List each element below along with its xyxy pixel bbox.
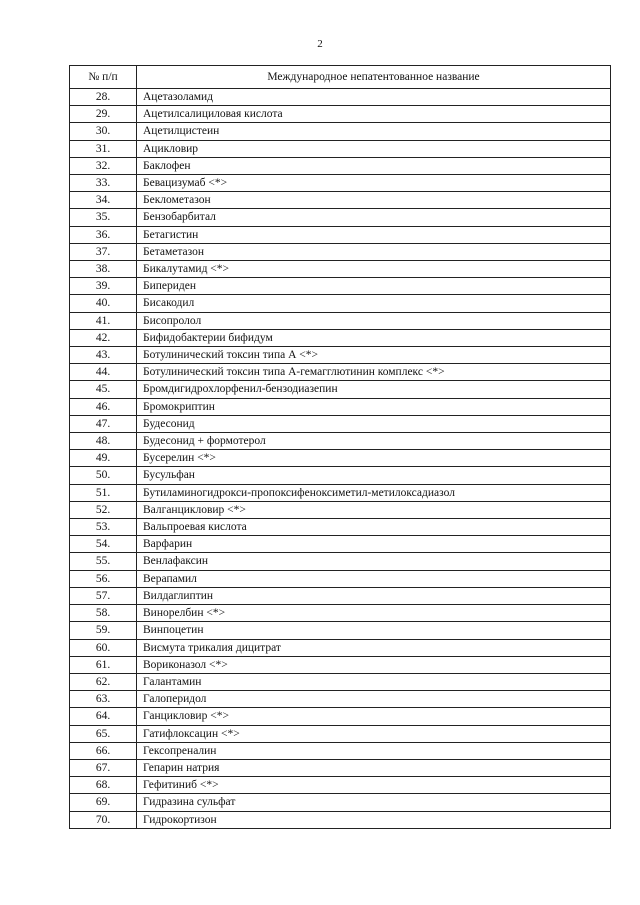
drug-name: Варфарин [137, 536, 611, 553]
table-row [70, 89, 611, 106]
row-number: 40. [70, 295, 137, 312]
drug-name: Будесонид + формотерол [137, 433, 611, 450]
table-header-row [70, 66, 611, 89]
table-row [70, 656, 611, 673]
table-row [70, 708, 611, 725]
table-row [70, 433, 611, 450]
row-number: 36. [70, 226, 137, 243]
row-number: 37. [70, 243, 137, 260]
drug-name: Винорелбин <*> [137, 605, 611, 622]
row-number: 56. [70, 570, 137, 587]
drug-name: Галоперидол [137, 691, 611, 708]
row-number: 32. [70, 157, 137, 174]
row-number: 44. [70, 364, 137, 381]
row-number: 33. [70, 175, 137, 192]
row-number: 68. [70, 777, 137, 794]
row-number: 28. [70, 89, 137, 106]
row-number: 61. [70, 656, 137, 673]
drug-name: Вилдаглиптин [137, 587, 611, 604]
table-row [70, 794, 611, 811]
row-number: 67. [70, 759, 137, 776]
drug-name: Бифидобактерии бифидум [137, 329, 611, 346]
row-number: 57. [70, 587, 137, 604]
row-number: 39. [70, 278, 137, 295]
drug-name: Будесонид [137, 415, 611, 432]
row-number: 41. [70, 312, 137, 329]
table-row [70, 261, 611, 278]
drug-name: Бетаметазон [137, 243, 611, 260]
drug-name: Бисопролол [137, 312, 611, 329]
drug-name: Галантамин [137, 673, 611, 690]
row-number: 46. [70, 398, 137, 415]
table-row [70, 811, 611, 828]
drug-name: Бевацизумаб <*> [137, 175, 611, 192]
row-number: 58. [70, 605, 137, 622]
page-number: 2 [317, 38, 323, 50]
row-number: 59. [70, 622, 137, 639]
table-row [70, 175, 611, 192]
table-row [70, 691, 611, 708]
table-row [70, 605, 611, 622]
table-row [70, 467, 611, 484]
drug-name: Бусульфан [137, 467, 611, 484]
drug-name: Бензобарбитал [137, 209, 611, 226]
row-number: 31. [70, 140, 137, 157]
table-row [70, 123, 611, 140]
row-number: 69. [70, 794, 137, 811]
drug-name: Гексопреналин [137, 742, 611, 759]
drug-name: Ацетазоламид [137, 89, 611, 106]
drug-name: Бетагистин [137, 226, 611, 243]
drug-name: Бусерелин <*> [137, 450, 611, 467]
drug-name: Вориконазол <*> [137, 656, 611, 673]
table-row [70, 519, 611, 536]
table-row [70, 295, 611, 312]
drug-name: Венлафаксин [137, 553, 611, 570]
row-number: 51. [70, 484, 137, 501]
drug-name: Гидразина сульфат [137, 794, 611, 811]
table-row [70, 106, 611, 123]
row-number: 45. [70, 381, 137, 398]
table-row [70, 157, 611, 174]
row-number: 48. [70, 433, 137, 450]
table-row [70, 536, 611, 553]
table-row [70, 484, 611, 501]
row-number: 66. [70, 742, 137, 759]
table-row [70, 209, 611, 226]
drug-name: Ацикловир [137, 140, 611, 157]
row-number: 30. [70, 123, 137, 140]
table-row [70, 381, 611, 398]
drug-name: Гепарин натрия [137, 759, 611, 776]
table-row [70, 553, 611, 570]
drug-name: Гефитиниб <*> [137, 777, 611, 794]
drug-name: Бромдигидрохлорфенил-бензодиазепин [137, 381, 611, 398]
table-row [70, 639, 611, 656]
drug-name: Вальпроевая кислота [137, 519, 611, 536]
drug-name: Беклометазон [137, 192, 611, 209]
table-row [70, 192, 611, 209]
row-number: 53. [70, 519, 137, 536]
table-body [70, 89, 611, 829]
table-row [70, 243, 611, 260]
drug-name: Гатифлоксацин <*> [137, 725, 611, 742]
row-number: 34. [70, 192, 137, 209]
table-row [70, 329, 611, 346]
drug-list-table [69, 65, 611, 829]
drug-name: Гидрокортизон [137, 811, 611, 828]
table-row [70, 415, 611, 432]
table-row [70, 347, 611, 364]
table-row [70, 759, 611, 776]
table-row [70, 278, 611, 295]
row-number: 64. [70, 708, 137, 725]
row-number: 29. [70, 106, 137, 123]
header-name: Международное непатентованное название [137, 66, 611, 89]
row-number: 55. [70, 553, 137, 570]
table-row [70, 312, 611, 329]
drug-name: Верапамил [137, 570, 611, 587]
drug-name: Бикалутамид <*> [137, 261, 611, 278]
row-number: 49. [70, 450, 137, 467]
row-number: 65. [70, 725, 137, 742]
table-row [70, 226, 611, 243]
table-row [70, 673, 611, 690]
row-number: 38. [70, 261, 137, 278]
drug-name: Ацетилцистеин [137, 123, 611, 140]
drug-name: Бутиламиногидрокси-пропоксифеноксиметил-метилоксадиазол [137, 484, 611, 501]
table-row [70, 398, 611, 415]
drug-name: Винпоцетин [137, 622, 611, 639]
row-number: 54. [70, 536, 137, 553]
table-row [70, 622, 611, 639]
table-row [70, 140, 611, 157]
drug-name: Ганцикловир <*> [137, 708, 611, 725]
row-number: 52. [70, 501, 137, 518]
row-number: 60. [70, 639, 137, 656]
row-number: 47. [70, 415, 137, 432]
table-row [70, 725, 611, 742]
row-number: 50. [70, 467, 137, 484]
drug-name: Бромокриптин [137, 398, 611, 415]
row-number: 35. [70, 209, 137, 226]
drug-name: Баклофен [137, 157, 611, 174]
table-row [70, 450, 611, 467]
drug-name: Валганцикловир <*> [137, 501, 611, 518]
drug-name: Висмута трикалия дицитрат [137, 639, 611, 656]
row-number: 70. [70, 811, 137, 828]
table-row [70, 501, 611, 518]
header-number: № п/п [70, 66, 137, 89]
row-number: 63. [70, 691, 137, 708]
drug-name: Ботулинический токсин типа А <*> [137, 347, 611, 364]
drug-name: Ацетилсалициловая кислота [137, 106, 611, 123]
drug-name: Бисакодил [137, 295, 611, 312]
table-row [70, 777, 611, 794]
row-number: 43. [70, 347, 137, 364]
row-number: 42. [70, 329, 137, 346]
row-number: 62. [70, 673, 137, 690]
table-row [70, 570, 611, 587]
table-row [70, 742, 611, 759]
drug-name: Ботулинический токсин типа А-гемагглютинин комплекс <*> [137, 364, 611, 381]
drug-name: Бипериден [137, 278, 611, 295]
table-row [70, 587, 611, 604]
table-row [70, 364, 611, 381]
